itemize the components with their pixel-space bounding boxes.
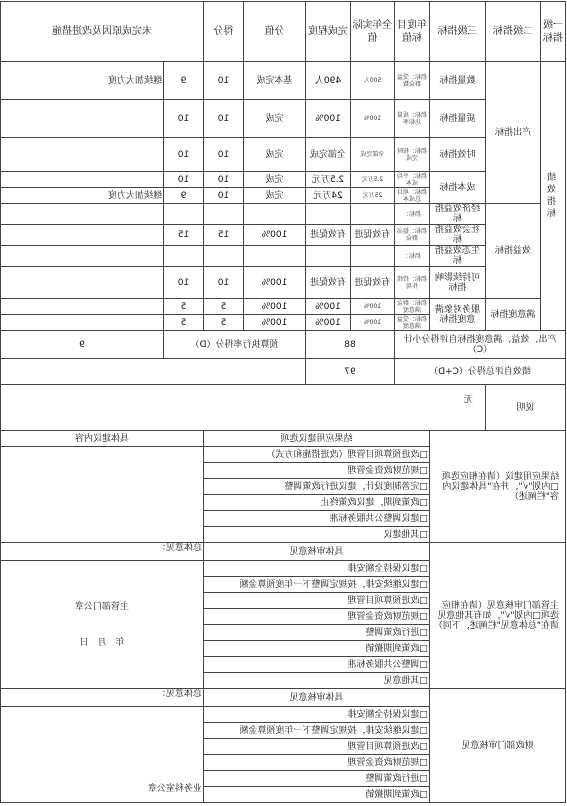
score-cell: 10 (164, 267, 204, 299)
reason-cell: 继续加大力度 (0, 62, 163, 100)
checkbox-option[interactable]: □规范财政资金管理 (204, 755, 430, 771)
cat2-benefit: 效益指标 (486, 204, 541, 299)
cat3-cell: 经济效益指标 (430, 204, 486, 225)
completion-cell: 100% (244, 225, 306, 246)
score-cell: 5 (164, 299, 204, 315)
checkbox-option[interactable]: □完善制度设计，建议进行政策调整 (204, 479, 430, 495)
reason-cell (0, 138, 163, 172)
reason-cell: 继续加大力度 (0, 188, 163, 204)
weight-cell (204, 204, 244, 225)
cat3-cell: 质量指标 (430, 100, 486, 138)
checkbox-option[interactable]: □建议继续安排，按规定调整下一年度预算金额 (204, 577, 430, 593)
actual-cell (306, 204, 351, 225)
dept-date-label: 年 月 日 (79, 637, 125, 648)
weight-cell: 5 (204, 299, 244, 315)
explanation-label: 说明 (486, 385, 566, 431)
cat2-output: 产出指标 (486, 62, 541, 204)
hdr-reasons: 未完成原因及改进措施 (0, 2, 203, 62)
dept-seal-label: 主管部门公章 (74, 601, 129, 612)
total-value: 97 (306, 359, 395, 385)
table-row (0, 225, 565, 246)
target-cell: 100% (351, 315, 395, 331)
checkbox-option[interactable]: □进行政策调整 (204, 771, 430, 787)
finance-review-header: 具体审核意见 (204, 689, 430, 707)
completion-cell: 完成 (244, 100, 306, 138)
hdr-level2: 二级指标 (486, 2, 541, 62)
completion-cell: 完成 (244, 172, 306, 188)
table-row (0, 204, 565, 225)
actual-cell: 100% (306, 315, 351, 331)
target-cell: 全部完成 (351, 138, 395, 172)
checkbox-option[interactable]: □建议保持全额安排 (204, 707, 430, 723)
total-row (0, 359, 565, 385)
score-cell: 9 (164, 188, 204, 204)
total-label: 绩效自评总得分（C+D） (395, 359, 566, 385)
completion-cell: 完成 (244, 138, 306, 172)
actual-cell: 有效促进 (306, 267, 351, 299)
subtotal-value: 88 (306, 331, 395, 359)
score-cell (164, 204, 204, 225)
indicator-cell: 指标：受益满意度 (395, 315, 430, 331)
target-cell: 有效促进 (351, 267, 395, 299)
finance-review-label: 财政部门审核意见 (430, 689, 566, 803)
specific-content-header: 具体建议内容 (0, 431, 203, 447)
checkbox-option[interactable]: □规范财政资金管理 (204, 609, 430, 625)
result-suggestion-label: 结果应用建议（请在相应选项□内划"√"，并在"具体建议内容"栏阐述） (430, 431, 566, 543)
checkbox-option[interactable]: □规范财政资金管理 (204, 463, 430, 479)
indicator-cell: 指标：持续作用 (395, 267, 430, 299)
target-cell: 500人 (351, 62, 395, 100)
dept-overall-label: 总体意见： (0, 543, 203, 561)
score-cell: 5 (164, 315, 204, 331)
execution-label: 预算执行率得分（D） (164, 331, 306, 359)
score-cell: 10 (164, 172, 204, 188)
target-cell: 2.5万元 (351, 172, 395, 188)
table-row (0, 246, 565, 267)
cat3-cell: 社会效益指标 (430, 225, 486, 246)
explanation-row (0, 385, 565, 431)
reason-cell (0, 204, 163, 225)
target-cell: 有效促进 (351, 225, 395, 246)
indicator-cell: 指标： (395, 246, 430, 267)
indicator-cell: 指标：提高群众 (395, 225, 430, 246)
reason-cell (0, 100, 163, 138)
score-cell: 15 (164, 225, 204, 246)
hdr-weight: 分值 (244, 2, 306, 62)
table-row (0, 172, 565, 188)
checkbox-option[interactable]: □其他建议 (204, 527, 430, 543)
table-row (0, 267, 565, 299)
table-row (0, 299, 565, 315)
indicator-cell: 指标：群众满意度 (395, 299, 430, 315)
reason-cell (0, 225, 163, 246)
dept-header-row (0, 543, 565, 561)
weight-cell: 10 (204, 62, 244, 100)
actual-cell: 有效促进 (306, 225, 351, 246)
actual-cell: 490人 (306, 62, 351, 100)
completion-cell: 100% (244, 315, 306, 331)
weight-cell: 10 (204, 188, 244, 204)
indicator-cell: 指标：按时完成 (395, 138, 430, 172)
checkbox-option[interactable]: □政策到期撤销 (204, 641, 430, 657)
target-cell (351, 246, 395, 267)
actual-cell: 2.5万元 (306, 172, 351, 188)
reason-cell (0, 172, 163, 188)
completion-cell: 100% (244, 267, 306, 299)
weight-cell (204, 246, 244, 267)
score-cell: 10 (164, 100, 204, 138)
indicator-cell: 指标：受益群众数 (395, 62, 430, 100)
weight-cell: 10 (204, 267, 244, 299)
cat2-satisfaction: 满意度指标 (486, 299, 541, 331)
evaluation-table (0, 1, 566, 803)
checkbox-option[interactable]: □政策到期撤销 (204, 787, 430, 803)
indicator-cell: 指标：平均成本 (395, 172, 430, 188)
weight-cell: 10 (204, 138, 244, 172)
actual-cell: 100% (306, 100, 351, 138)
completion-cell (244, 246, 306, 267)
actual-cell: 全部完成 (306, 138, 351, 172)
table-row (0, 100, 565, 138)
indicator-cell: 指标：质量达标率 (395, 100, 430, 138)
weight-cell: 15 (204, 225, 244, 246)
cat3-cell: 成本指标 (430, 172, 486, 204)
score-cell (164, 246, 204, 267)
weight-cell: 10 (204, 100, 244, 138)
cat3-cell: 可持续影响指标 (430, 267, 486, 299)
subtotal-row (0, 331, 565, 359)
checkbox-option[interactable]: □建议调整公共服务标准 (204, 511, 430, 527)
actual-cell (306, 246, 351, 267)
weight-cell: 10 (204, 172, 244, 188)
target-cell (351, 204, 395, 225)
indicator-cell: 指标： (395, 204, 430, 225)
checkbox-option[interactable]: □进行政策调整 (204, 625, 430, 641)
weight-cell: 5 (204, 315, 244, 331)
actual-cell: 24万元 (306, 188, 351, 204)
hdr-level1: 一级指标 (541, 2, 566, 62)
checkbox-option[interactable]: □调整公共服务标准 (204, 657, 430, 673)
target-cell: 100% (351, 299, 395, 315)
finance-overall-label: 总体意见： (0, 689, 203, 707)
subtotal-label: 产出、效益、满意度指标自评得分小计（C） (395, 331, 566, 359)
suggestion-col-header: 结果应用建议选项 (204, 431, 430, 447)
execution-value: 9 (0, 331, 163, 359)
checkbox-option[interactable]: □其他意见 (204, 673, 430, 689)
reason-cell (0, 246, 163, 267)
cat3-cell: 数量指标 (430, 62, 486, 100)
indicator-cell: 指标：项目总成本 (395, 188, 430, 204)
target-cell: 100% (351, 100, 395, 138)
table-row (0, 138, 565, 172)
hdr-full-year-actual: 全年实际值 (351, 2, 395, 62)
actual-cell: 100% (306, 299, 351, 315)
dept-review-header: 具体审核意见 (204, 543, 430, 561)
specific-content-cell (0, 447, 203, 543)
suggestion-header-row (0, 431, 565, 447)
hdr-score: 得分 (204, 2, 244, 62)
checkbox-option[interactable]: □改进预算项目管理 (204, 739, 430, 755)
explanation-value: 无 (0, 385, 485, 431)
hdr-level3: 三级指标 (430, 2, 486, 62)
target-cell: 25万元 (351, 188, 395, 204)
header-row (0, 2, 565, 62)
completion-cell (244, 204, 306, 225)
dept-signature-cell (0, 561, 203, 689)
finance-seal-label: 业务科室公章 (0, 707, 203, 803)
checkbox-option[interactable]: □政策到期，建议政策终止 (204, 495, 430, 511)
checkbox-option[interactable]: □建议保持全额安排 (204, 561, 430, 577)
cat3-cell: 生态效益指标 (430, 246, 486, 267)
hdr-annual-target: 年度目标值 (395, 2, 430, 62)
reason-cell (0, 267, 163, 299)
completion-cell: 基本完成 (244, 62, 306, 100)
score-cell: 10 (164, 138, 204, 172)
reason-cell (0, 315, 163, 331)
checkbox-option[interactable]: □改进预算项目管理（改进措施和方式） (204, 447, 430, 463)
checkbox-option[interactable]: □改进预算项目管理 (204, 593, 430, 609)
completion-cell: 100% (244, 299, 306, 315)
category-performance: 绩效指标 (541, 62, 566, 331)
table-row (0, 62, 565, 100)
reason-cell (0, 299, 163, 315)
dept-review-label: 主管部门审核意见（请在相应选项□内划"√"，如有其他意见请在"总体意见"栏阐述，下同） (430, 543, 566, 689)
hdr-completion: 完成程度 (306, 2, 351, 62)
checkbox-option[interactable]: □建议继续安排，按规定调整下一年度预算金额 (204, 723, 430, 739)
cat3-cell: 服务对象满意度指标 (430, 299, 486, 331)
cat3-cell: 时效指标 (430, 138, 486, 172)
completion-cell: 完成 (244, 188, 306, 204)
score-cell: 9 (164, 62, 204, 100)
finance-header-row (0, 689, 565, 707)
